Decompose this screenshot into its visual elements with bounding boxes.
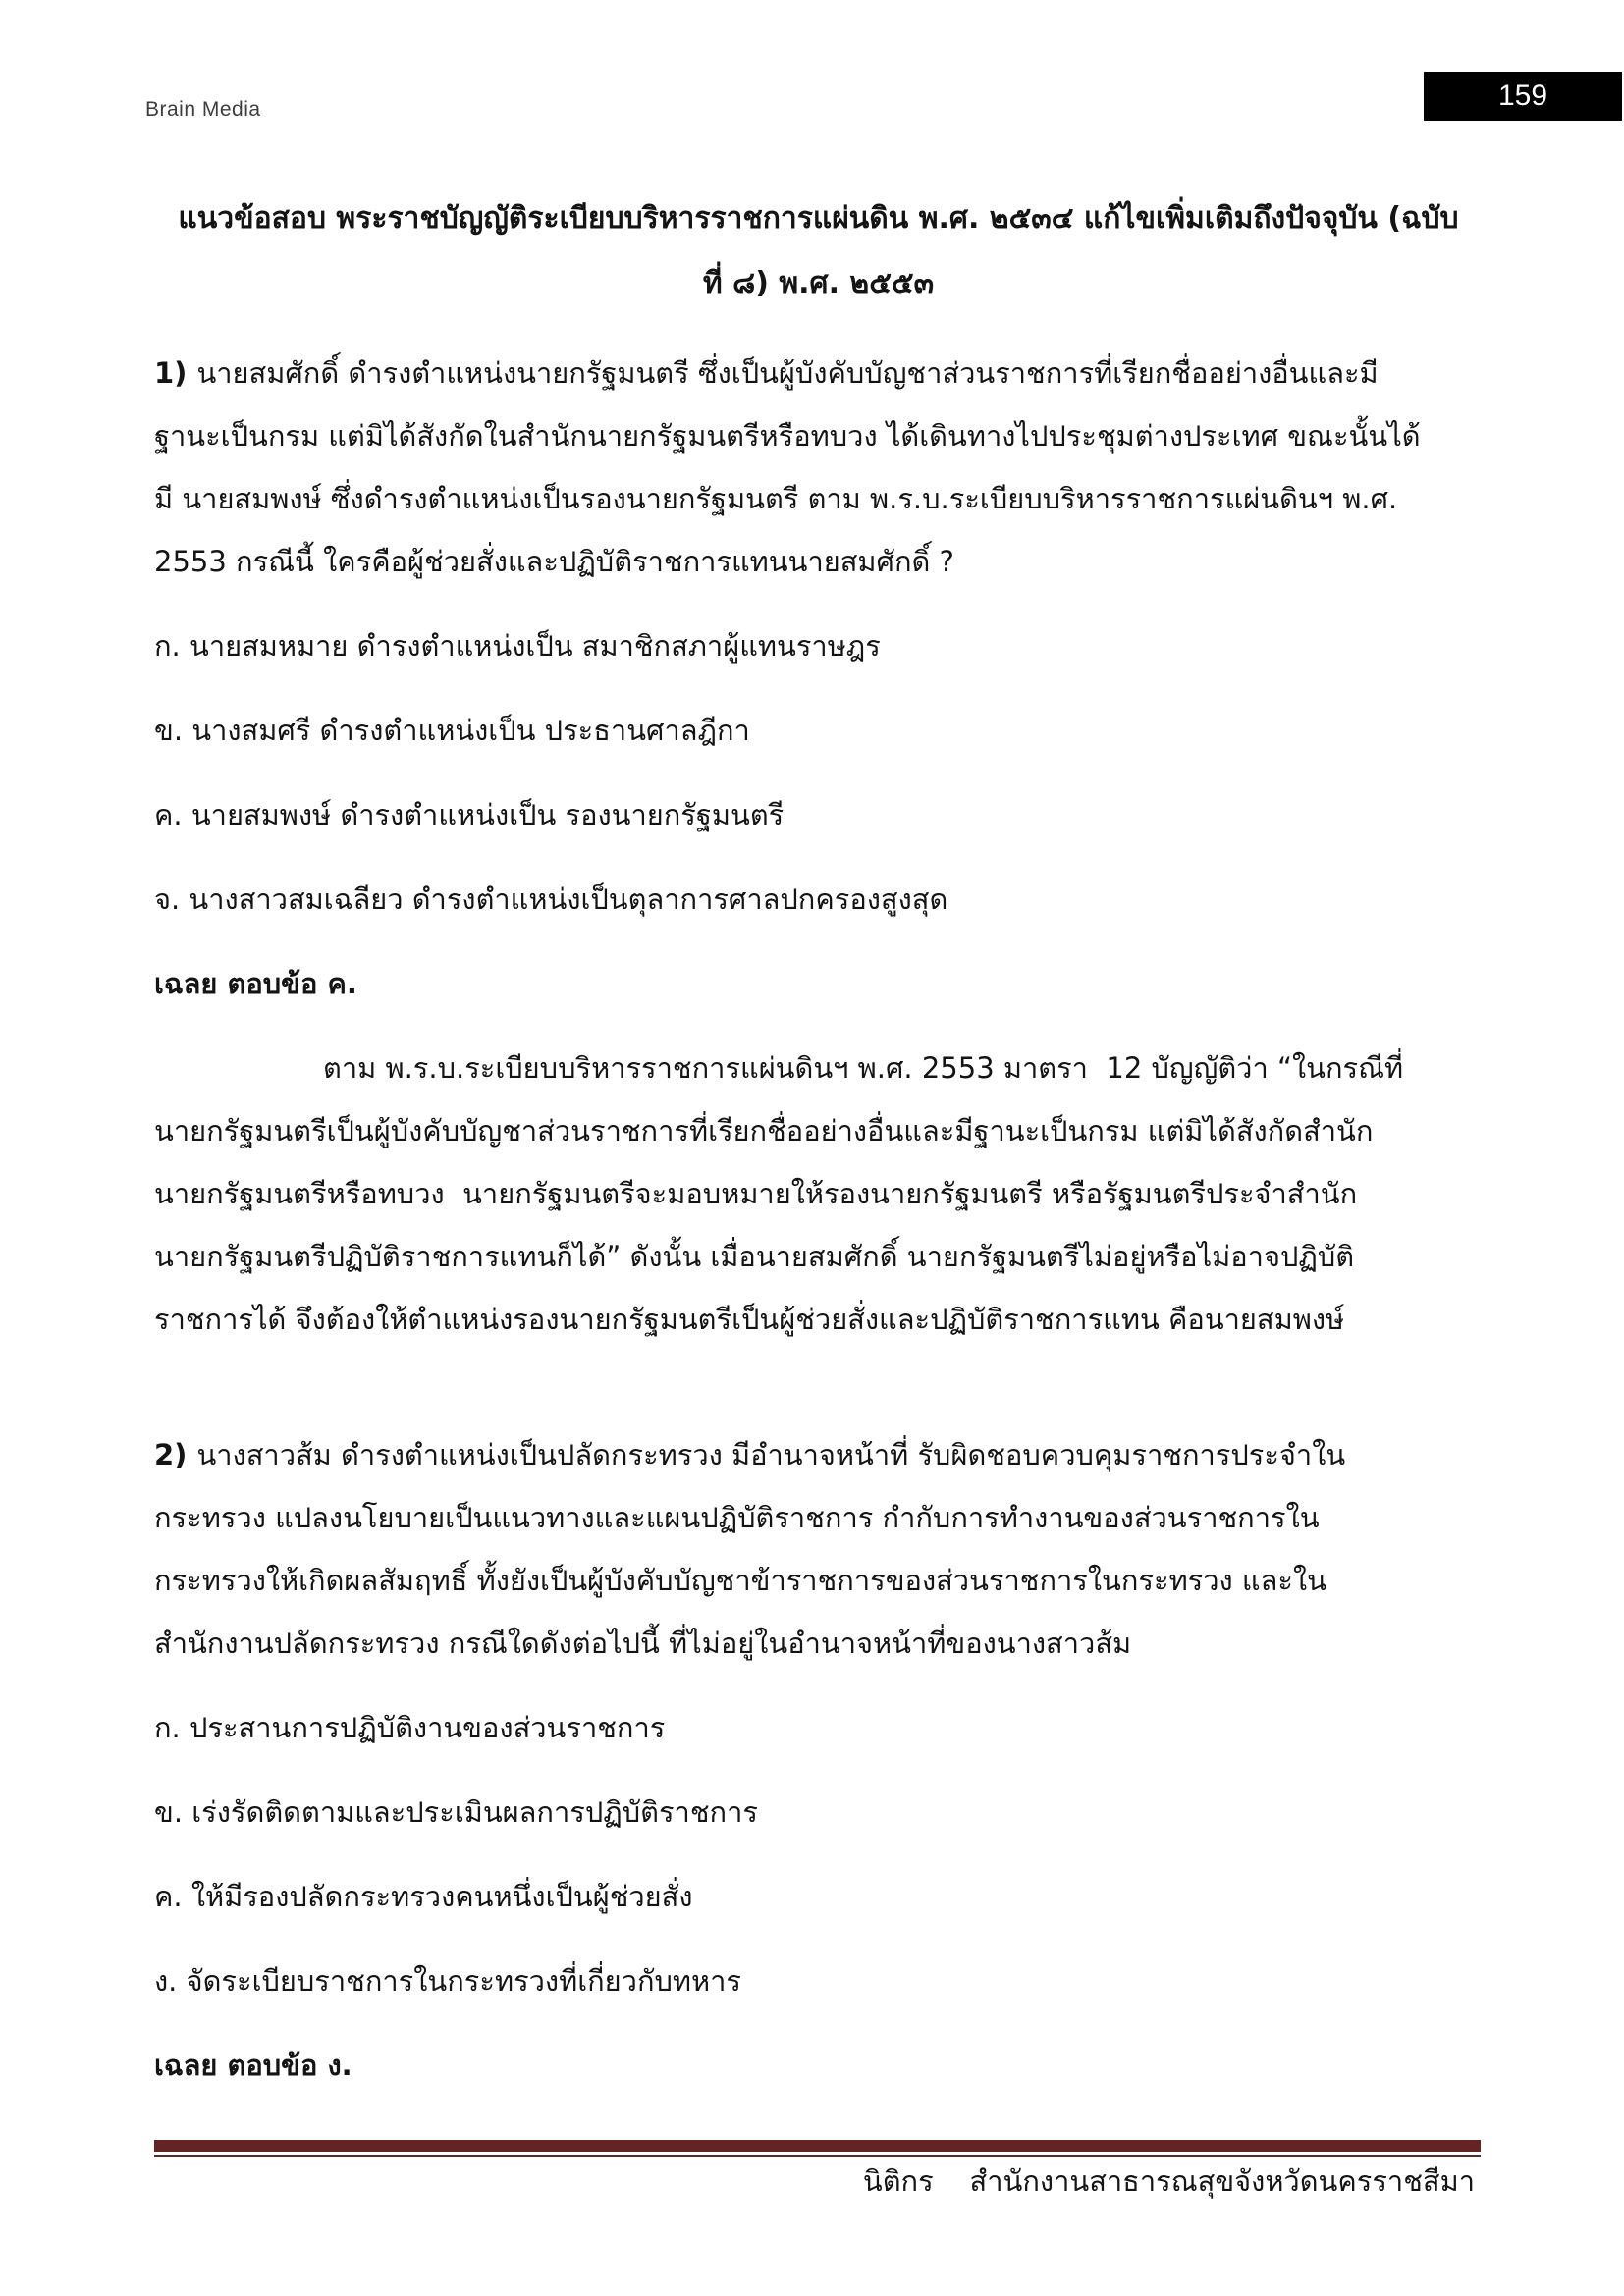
question-1-option-d: จ. นางสาวสมเฉลียว ดำรงตำแหน่งเป็นตุลาการศาลปกครองสูงสุด (154, 882, 948, 916)
question-2-number: 2) (154, 1438, 188, 1471)
question-2-option-a: ก. ประสานการปฏิบัติงานของส่วนราชการ (154, 1711, 666, 1744)
explanation-line: ตาม พ.ร.บ.ระเบียบบริหารราชการแผ่นดินฯ พ.ศ. 2553 มาตรา 12 บัญญัติว่า “ในกรณีที่ (323, 1051, 1404, 1085)
question-2-text (154, 1423, 1483, 1675)
question-1-number: 1) (154, 356, 188, 390)
question-2-option-d: ง. จัดระเบียบราชการในกระทรวงที่เกี่ยวกับทหาร (154, 1964, 742, 1998)
question-1-line: มี นายสมพงษ์ ซึ่งดำรงตำแหน่งเป็นรองนายกรัฐมนตรี ตาม พ.ร.บ.ระเบียบบริหารราชการแผ่นดินฯ พ.ศ. (154, 482, 1398, 515)
question-2-line (154, 1423, 1483, 1486)
footer-rule (154, 2140, 1481, 2157)
question-2-option-b: ข. เร่งรัดติดตามและประเมินผลการปฏิบัติราชการ (154, 1795, 758, 1829)
page-number: 159 (1497, 80, 1548, 112)
question-text: นายสมศักดิ์ ดำรงตำแหน่งนายกรัฐมนตรี ซึ่งเป็นผู้บังคับบัญชาส่วนราชการที่เรียกชื่ออย่างอื่นและมี (196, 356, 1379, 390)
document-body (154, 0, 1483, 2118)
question-2 (154, 1423, 1483, 2097)
explanation-line: ราชการได้ จึงต้องให้ตำแหน่งรองนายกรัฐมนตรีเป็นผู้ช่วยสั่งและปฏิบัติราชการแทน คือนายสมพงษ์ (154, 1303, 1345, 1336)
footer-text: นิติกร สำนักงานสาธารณสุขจังหวัดนครราชสีมา (862, 2164, 1475, 2198)
question-1-line: ฐานะเป็นกรม แต่มิได้สังกัดในสำนักนายกรัฐมนตรีหรือทบวง ได้เดินทางไปประชุมต่างประเทศ ขณะนั้นได้ (154, 419, 1421, 453)
title-line-2: ที่ ๘) พ.ศ. ๒๕๕๓ (702, 266, 935, 300)
question-1-option-a: ก. นายสมหมาย ดำรงตำแหน่งเป็น สมาชิกสภาผู้แทนราษฎร (154, 629, 881, 663)
question-1-option-b: ข. นางสมศรี ดำรงตำแหน่งเป็น ประธานศาลฎีกา (154, 714, 750, 747)
title-line-1: แนวข้อสอบ พระราชบัญญัติระเบียบบริหารราชการแผ่นดิน พ.ศ. ๒๕๓๔ แก้ไขเพิ่มเติมถึงปัจจุบัน (ฉบับ (178, 201, 1459, 236)
question-1 (154, 342, 1483, 1351)
question-1-text (154, 342, 1483, 593)
explanation-line: นายกรัฐมนตรีหรือทบวง นายกรัฐมนตรีจะมอบหมายให้รองนายกรัฐมนตรี หรือรัฐมนตรีประจำสำนัก (154, 1177, 1358, 1210)
document-title (154, 187, 1483, 316)
explanation-line: นายกรัฐมนตรีเป็นผู้บังคับบัญชาส่วนราชการที่เรียกชื่ออย่างอื่นและมีฐานะเป็นกรม แต่มิได้สังกัดสำนัก (154, 1114, 1374, 1148)
question-2-answer: เฉลย ตอบข้อ ง. (154, 2049, 352, 2082)
question-2-option-c: ค. ให้มีรองปลัดกระทรวงคนหนึ่งเป็นผู้ช่วยสั่ง (154, 1880, 693, 1913)
question-1-explanation (154, 1037, 1483, 1351)
question-2-line: กระทรวง แปลงนโยบายเป็นแนวทางและแผนปฏิบัติราชการ กำกับการทำงานของส่วนราชการใน (154, 1501, 1320, 1534)
brand-text: Brain Media (145, 98, 261, 121)
question-text: นางสาวส้ม ดำรงตำแหน่งเป็นปลัดกระทรวง มีอำนาจหน้าที่ รับผิดชอบควบคุมราชการประจำใน (196, 1438, 1346, 1471)
question-2-line: กระทรวงให้เกิดผลสัมฤทธิ์ ทั้งยังเป็นผู้บังคับบัญชาข้าราชการของส่วนราชการในกระทรวง และใน (154, 1564, 1326, 1597)
question-2-line: สำนักงานปลัดกระทรวง กรณีใดดังต่อไปนี้ ที่ไม่อยู่ในอำนาจหน้าที่ของนางสาวส้ม (154, 1627, 1132, 1660)
question-1-answer: เฉลย ตอบข้อ ค. (154, 967, 357, 1000)
explanation-line: นายกรัฐมนตรีปฏิบัติราชการแทนก็ได้” ดังนั้น เมื่อนายสมศักดิ์ นายกรัฐมนตรีไม่อยู่หรือไม่อาจปฏิบัติ (154, 1240, 1355, 1273)
footer-rule-thin (154, 2155, 1481, 2157)
question-1-line: 2553 กรณีนี้ ใครคือผู้ช่วยสั่งและปฏิบัติราชการแทนนายสมศักดิ์ ? (154, 545, 954, 578)
question-1-line (154, 342, 1483, 404)
question-1-option-c: ค. นายสมพงษ์ ดำรงตำแหน่งเป็น รองนายกรัฐมนตรี (154, 798, 785, 831)
footer-rule-thick (154, 2140, 1481, 2152)
